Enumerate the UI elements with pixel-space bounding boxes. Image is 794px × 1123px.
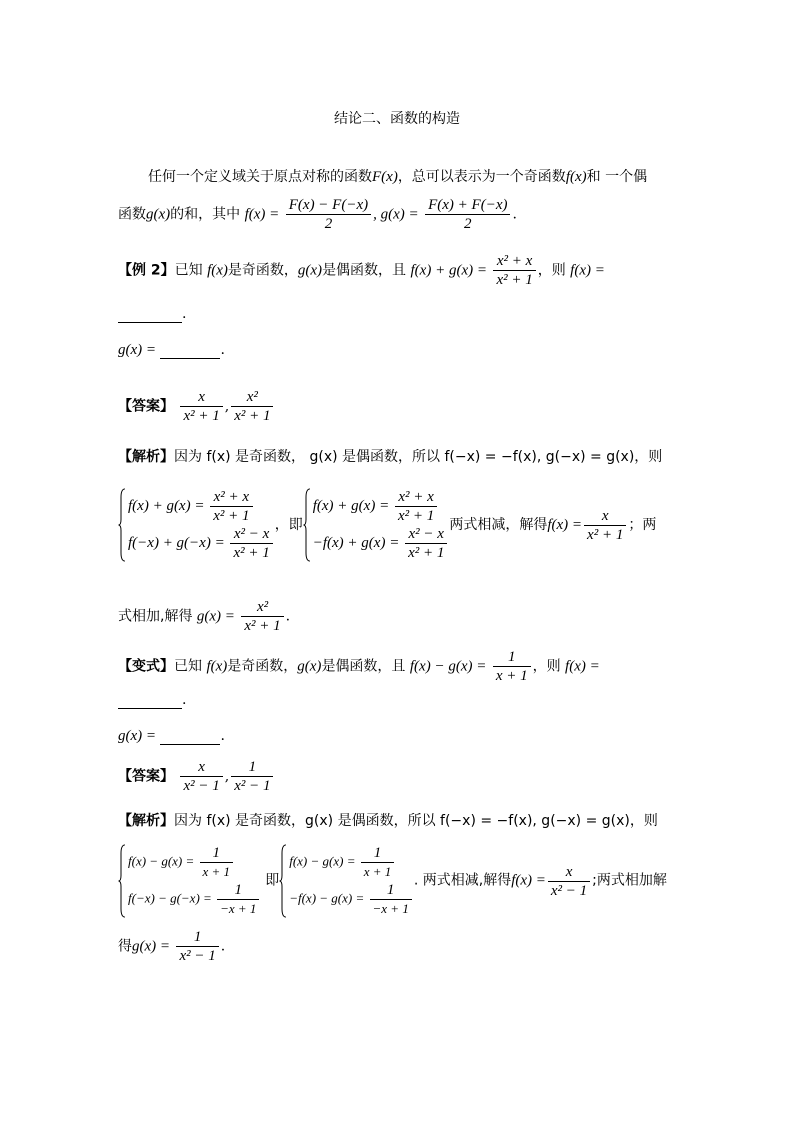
equation-system: f(x) + g(x) = $\frac{\text{x² + x}}{\text{x² + 1}}$ −f(x) + g(x) = $\frac{\text{x² − x}}{\text{x² + 1}}$ [303,488,450,562]
intro-line-1: 任何一个定义域关于原点对称的函数F(x)，总可以表示为一个奇函数f(x)和 一个偶 [148,169,648,185]
answer-2: 【答案】 $\frac{x}{\text{x² − 1}}$ , $\frac{1}{\text{x² − 1}}$ [118,758,678,795]
example-2: 【例 2】已知 f(x)是奇函数，g(x)是偶函数，且 f(x) + g(x) = $\frac{\text{x² + x}}{\text{x² + 1}}$ ，则 f(x) = [118,253,605,288]
fraction: $\frac{\text{x² + x}}{\text{x² + 1}}$ [493,252,535,289]
equation-system: f(x) − g(x) = $\frac{1}{x + 1}$ f(−x) − g(−x) = $\frac{1}{-x + 1}$ [118,844,261,918]
intro-line-2: 函数g(x)的和，其中 f(x) = $\frac{F(x) - F(-x)}{2}$ , g(x) = $\frac{F(x) + F(-x)}{2}$ . [118,197,517,232]
brace-icon [279,844,287,918]
example-2-blank-f: . [118,306,678,323]
fraction: $\frac{x}{\text{x² − 1}}$ [548,863,590,900]
fraction: $\frac{1}{\text{x² − 1}}$ [231,758,273,795]
fraction: $\frac{1}{x + 1}$ [493,648,531,685]
fraction: $\frac{1}{\text{x² − 1}}$ [176,928,218,965]
answer-blank[interactable] [118,692,182,709]
variant-blank-g: g(x) = . [118,728,225,744]
analysis-1-line-2: 式相加,解得 g(x) = $\frac{\text{x²}}{\text{x² + 1}}$ . [118,599,291,634]
brace-icon [118,488,126,562]
analysis-2-systems: f(x) − g(x) = $\frac{1}{x + 1}$ f(−x) − g(−x) = $\frac{1}{-x + 1}$ 即 f(x) − g(x) = $\frac{1}{x + 1}$ −f(x) − g(x) = $\frac{1}{-x + 1}$ . 两式相减,解得f(x) = $\frac{x}{\text{x² − 1}}$ ;两式相加解 [118,844,678,918]
answer-blank[interactable] [160,728,220,745]
equation-system: f(x) − g(x) = $\frac{1}{x + 1}$ −f(x) − g(x) = $\frac{1}{-x + 1}$ [279,844,414,918]
variant: 【变式】已知 f(x)是奇函数，g(x)是偶函数，且 f(x) − g(x) = $\frac{1}{x + 1}$ ，则 f(x) = [118,649,600,684]
fraction: $\frac{F(x) + F(-x)}{2}$ [425,196,510,233]
example-2-blank-g: g(x) = . [118,342,225,358]
fraction: $\frac{x}{\text{x² + 1}}$ [180,388,222,425]
analysis-1-intro: 【解析】因为 f(x) 是奇函数， g(x) 是偶函数，所以 f(−x) = −f(x), g(−x) = g(x)，则 [118,449,663,465]
brace-icon [303,488,311,562]
analysis-2-intro: 【解析】因为 f(x) 是奇函数，g(x) 是偶函数，所以 f(−x) = −f(x), g(−x) = g(x)，则 [118,813,658,829]
variant-blank-f: . [118,692,678,709]
answer-blank[interactable] [118,306,182,323]
analysis-1-systems: f(x) + g(x) = $\frac{\text{x² + x}}{\text{x² + 1}}$ f(−x) + g(−x) = $\frac{\text{x² − x}}{\text{x² + 1}}$ ，即 f(x) + g(x) = $\frac{\text{x² + x}}{\text{x² + 1}}$ −f(x) + g(x) = $\frac{\text{x² − x}}{\text{x² + 1}}$ 两式相减，解得f(x) = $\frac{x}{\text{x² + 1}}$ ；两 [118,488,678,562]
page-title: 结论二、函数的构造 [334,111,460,127]
fraction: $\frac{\text{x²}}{\text{x² + 1}}$ [241,598,283,635]
equation-system: f(x) + g(x) = $\frac{\text{x² + x}}{\text{x² + 1}}$ f(−x) + g(−x) = $\frac{\text{x² − x}}{\text{x² + 1}}$ [118,488,275,562]
analysis-2-line-2: 得g(x) = $\frac{1}{\text{x² − 1}}$ . [118,929,226,964]
fraction: $\frac{x}{\text{x² − 1}}$ [180,758,222,795]
fraction: $\frac{x}{\text{x² + 1}}$ [584,507,626,544]
answer-blank[interactable] [160,342,220,359]
fraction: $\frac{F(x) - F(-x)}{2}$ [286,196,371,233]
answer-1: 【答案】 $\frac{x}{\text{x² + 1}}$ , $\frac{\text{x²}}{\text{x² + 1}}$ [118,388,678,425]
fraction: $\frac{\text{x²}}{\text{x² + 1}}$ [231,388,273,425]
brace-icon [118,844,126,918]
